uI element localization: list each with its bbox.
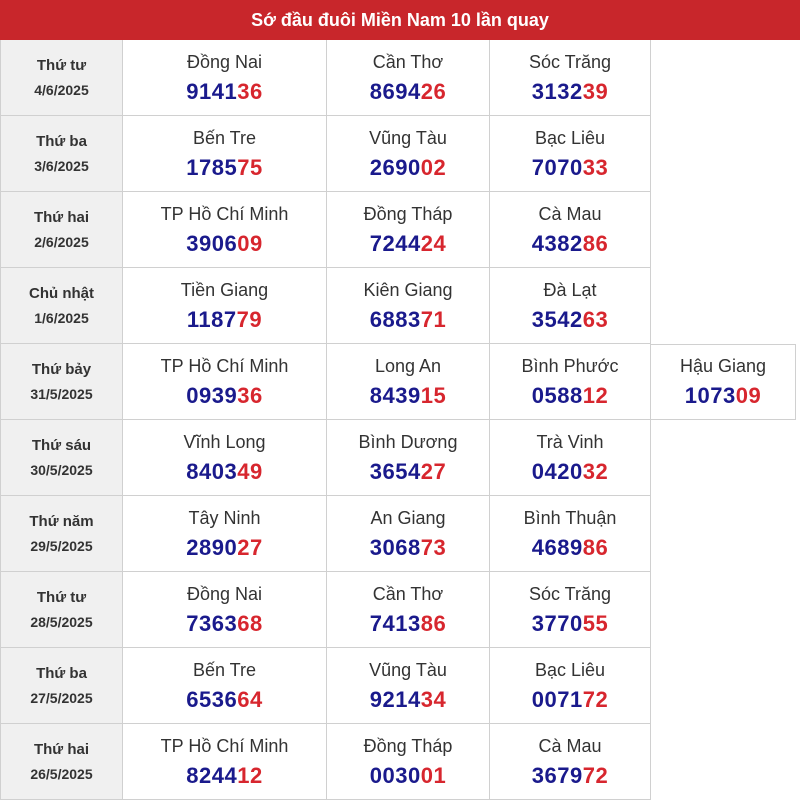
result-number xyxy=(532,383,608,409)
tail-digits: 01 xyxy=(420,762,447,788)
province-name: Bạc Liêu xyxy=(534,659,606,680)
draw-date: 29/5/2025 xyxy=(30,537,93,554)
province-name: Bến Tre xyxy=(192,659,257,680)
tail-digits: 36 xyxy=(237,78,263,104)
result-cell xyxy=(490,344,651,420)
result-cell xyxy=(123,724,327,800)
tail-digits: 15 xyxy=(420,382,447,408)
tail-digits: 73 xyxy=(420,534,447,560)
leading-digits: 2690 xyxy=(369,154,421,180)
result-number xyxy=(186,383,262,409)
result-cell xyxy=(327,40,490,116)
result-cell xyxy=(123,344,327,420)
draw-date-cell xyxy=(0,420,123,496)
province-name: Vũng Tàu xyxy=(369,659,447,680)
result-number xyxy=(370,687,446,713)
tail-digits: 09 xyxy=(237,230,263,256)
leading-digits: 1073 xyxy=(684,383,736,408)
table-row xyxy=(0,116,651,192)
tail-digits: 36 xyxy=(237,382,263,408)
result-number xyxy=(532,687,608,713)
table-row xyxy=(0,192,651,268)
result-number xyxy=(186,155,262,181)
province-name: Vĩnh Long xyxy=(183,431,266,452)
province-name: Sóc Trăng xyxy=(528,583,612,604)
leading-digits: 3679 xyxy=(531,762,583,788)
draw-date-cell xyxy=(0,648,123,724)
tail-digits: 32 xyxy=(582,458,609,484)
draw-date-cell xyxy=(0,116,123,192)
tail-digits: 33 xyxy=(582,154,609,180)
weekday-label: Thứ tư xyxy=(36,588,87,606)
province-name: Bình Dương xyxy=(358,431,458,452)
leading-digits: 2890 xyxy=(186,534,238,560)
leading-digits: 7413 xyxy=(369,610,421,636)
leading-digits: 4382 xyxy=(531,230,583,256)
result-cell xyxy=(327,116,490,192)
tail-digits: 27 xyxy=(420,458,447,484)
leading-digits: 3542 xyxy=(531,306,583,332)
province-name: Long An xyxy=(374,355,442,376)
result-number xyxy=(532,307,608,333)
result-number xyxy=(532,79,608,105)
result-number xyxy=(186,763,262,789)
tail-digits: 34 xyxy=(420,686,447,712)
province-name: TP Hồ Chí Minh xyxy=(160,203,289,224)
result-number xyxy=(532,231,608,257)
result-number xyxy=(370,231,446,257)
result-cell xyxy=(327,572,490,648)
tail-digits: 72 xyxy=(582,762,609,788)
province-name: An Giang xyxy=(370,507,446,528)
result-cell xyxy=(490,496,651,572)
table-row xyxy=(0,344,796,420)
province-name: Đồng Tháp xyxy=(363,203,453,224)
province-name: Cà Mau xyxy=(538,203,602,224)
province-name: Tây Ninh xyxy=(188,507,261,528)
result-cell xyxy=(327,268,490,344)
table-row xyxy=(0,648,651,724)
result-cell xyxy=(327,420,490,496)
province-name: Bến Tre xyxy=(192,127,257,148)
tail-digits: 55 xyxy=(582,610,609,636)
province-name: Đà Lạt xyxy=(543,279,597,300)
leading-digits: 8694 xyxy=(369,78,421,104)
leading-digits: 3132 xyxy=(531,78,583,104)
leading-digits: 0030 xyxy=(369,762,421,788)
result-cell xyxy=(123,496,327,572)
draw-date: 28/5/2025 xyxy=(30,613,93,630)
tail-digits: 12 xyxy=(582,382,609,408)
province-name: Cần Thơ xyxy=(372,583,444,604)
result-number xyxy=(532,535,608,561)
province-name: Hậu Giang xyxy=(679,356,767,376)
result-cell xyxy=(123,192,327,268)
tail-digits: 39 xyxy=(582,78,609,104)
result-cell xyxy=(123,420,327,496)
draw-date: 1/6/2025 xyxy=(34,309,89,326)
weekday-label: Thứ năm xyxy=(29,512,94,530)
leading-digits: 1785 xyxy=(186,154,238,180)
tail-digits: 26 xyxy=(420,78,447,104)
result-number xyxy=(532,459,608,485)
tail-digits: 27 xyxy=(237,534,263,560)
draw-date-cell xyxy=(0,40,123,116)
result-number xyxy=(370,155,446,181)
leading-digits: 8403 xyxy=(186,458,238,484)
province-name: Bạc Liêu xyxy=(534,127,606,148)
draw-date-cell xyxy=(0,724,123,800)
tail-digits: 86 xyxy=(582,534,609,560)
draw-date: 30/5/2025 xyxy=(30,461,93,478)
result-number xyxy=(186,611,262,637)
result-cell xyxy=(123,268,327,344)
result-number xyxy=(186,459,262,485)
leading-digits: 0588 xyxy=(531,382,583,408)
result-number xyxy=(186,687,262,713)
result-cell xyxy=(327,648,490,724)
result-cell xyxy=(327,192,490,268)
result-cell xyxy=(490,192,651,268)
leading-digits: 0939 xyxy=(186,382,238,408)
weekday-label: Thứ tư xyxy=(36,56,87,74)
draw-date-cell xyxy=(0,344,123,420)
leading-digits: 8439 xyxy=(369,382,421,408)
result-cell xyxy=(123,116,327,192)
result-cell xyxy=(327,496,490,572)
leading-digits: 7070 xyxy=(531,154,583,180)
province-name: Đồng Nai xyxy=(186,51,263,72)
result-number xyxy=(186,535,262,561)
result-cell xyxy=(327,344,490,420)
draw-date: 3/6/2025 xyxy=(34,157,89,174)
result-cell xyxy=(490,572,651,648)
province-name: Cần Thơ xyxy=(372,51,444,72)
result-number xyxy=(186,79,262,105)
leading-digits: 0071 xyxy=(531,686,583,712)
tail-digits: 24 xyxy=(420,230,447,256)
result-number xyxy=(370,763,446,789)
result-number xyxy=(370,611,446,637)
table-row xyxy=(0,268,651,344)
weekday-label: Chủ nhật xyxy=(29,284,94,302)
tail-digits: 09 xyxy=(735,383,762,408)
tail-digits: 71 xyxy=(420,306,447,332)
result-cell xyxy=(490,420,651,496)
table-row xyxy=(0,420,651,496)
weekday-label: Thứ hai xyxy=(33,740,90,758)
result-number xyxy=(370,459,446,485)
draw-date-cell xyxy=(0,496,123,572)
draw-date: 4/6/2025 xyxy=(34,81,89,98)
tail-digits: 64 xyxy=(237,686,263,712)
leading-digits: 6536 xyxy=(186,686,238,712)
province-name: Trà Vinh xyxy=(536,431,604,452)
leading-digits: 9214 xyxy=(369,686,421,712)
result-number xyxy=(532,155,608,181)
result-cell xyxy=(123,40,327,116)
leading-digits: 3770 xyxy=(531,610,583,636)
leading-digits: 1187 xyxy=(186,306,237,332)
leading-digits: 8244 xyxy=(186,762,238,788)
leading-digits: 3654 xyxy=(369,458,421,484)
tail-digits: 12 xyxy=(237,762,263,788)
result-number xyxy=(186,231,262,257)
result-number xyxy=(370,79,446,105)
tail-digits: 86 xyxy=(420,610,447,636)
result-number xyxy=(532,611,608,637)
result-number xyxy=(370,535,446,561)
table-row xyxy=(0,40,651,116)
province-name: Vũng Tàu xyxy=(369,127,447,148)
leading-digits: 0420 xyxy=(531,458,583,484)
leading-digits: 9141 xyxy=(186,78,238,104)
table-title: Sớ đầu đuôi Miền Nam 10 lần quay xyxy=(0,0,800,40)
tail-digits: 75 xyxy=(237,154,263,180)
tail-digits: 63 xyxy=(582,306,609,332)
weekday-label: Thứ bảy xyxy=(31,360,92,378)
draw-date: 26/5/2025 xyxy=(30,765,93,782)
province-name: Đồng Tháp xyxy=(363,735,453,756)
result-cell xyxy=(327,724,490,800)
province-name: Bình Thuận xyxy=(523,507,617,528)
tail-digits: 72 xyxy=(582,686,609,712)
province-name: Sóc Trăng xyxy=(528,51,612,72)
draw-date-cell xyxy=(0,572,123,648)
result-number xyxy=(532,763,608,789)
result-cell xyxy=(490,116,651,192)
tail-digits: 68 xyxy=(237,610,263,636)
result-cell xyxy=(123,572,327,648)
result-cell xyxy=(490,268,651,344)
province-name: Tiền Giang xyxy=(180,279,269,300)
result-number xyxy=(187,307,262,333)
weekday-label: Thứ ba xyxy=(36,664,87,682)
tail-digits: 49 xyxy=(237,458,263,484)
table-row xyxy=(0,572,651,648)
draw-date: 27/5/2025 xyxy=(30,689,93,706)
leading-digits: 6883 xyxy=(369,306,421,332)
result-number xyxy=(370,383,446,409)
province-name: Cà Mau xyxy=(538,735,602,756)
leading-digits: 4689 xyxy=(531,534,583,560)
tail-digits: 79 xyxy=(236,306,263,332)
province-name: Kiên Giang xyxy=(363,279,453,300)
draw-date: 2/6/2025 xyxy=(34,233,89,250)
table-row xyxy=(0,724,651,800)
tail-digits: 02 xyxy=(420,154,447,180)
result-cell xyxy=(490,648,651,724)
result-cell xyxy=(123,648,327,724)
result-number xyxy=(370,307,446,333)
province-name: TP Hồ Chí Minh xyxy=(160,355,289,376)
result-cell xyxy=(490,724,651,800)
draw-date-cell xyxy=(0,268,123,344)
result-number xyxy=(685,383,761,409)
weekday-label: Thứ sáu xyxy=(31,436,92,454)
province-name: Bình Phước xyxy=(521,355,619,376)
leading-digits: 7363 xyxy=(186,610,238,636)
province-name: TP Hồ Chí Minh xyxy=(160,735,289,756)
draw-date: 31/5/2025 xyxy=(30,385,93,402)
leading-digits: 3906 xyxy=(186,230,238,256)
weekday-label: Thứ ba xyxy=(36,132,87,150)
result-cell xyxy=(490,40,651,116)
table-row xyxy=(0,496,651,572)
weekday-label: Thứ hai xyxy=(33,208,90,226)
tail-digits: 86 xyxy=(582,230,609,256)
result-cell xyxy=(651,344,796,420)
leading-digits: 7244 xyxy=(369,230,421,256)
leading-digits: 3068 xyxy=(369,534,421,560)
province-name: Đồng Nai xyxy=(186,583,263,604)
draw-date-cell xyxy=(0,192,123,268)
